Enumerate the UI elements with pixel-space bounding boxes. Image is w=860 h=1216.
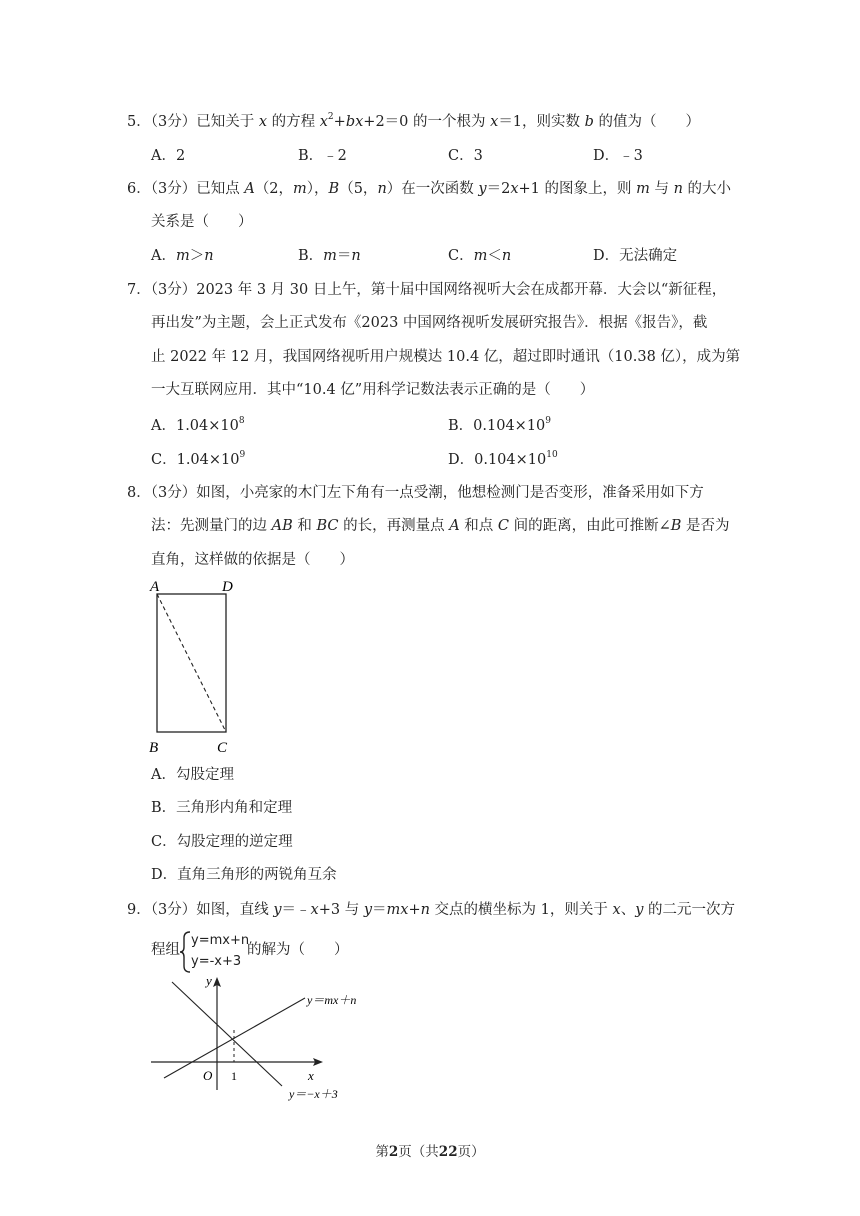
label-d: D: [222, 579, 233, 595]
q6-stem-line2: 关系是（ ）: [151, 214, 253, 230]
q7-stem-line2: 再出发”为主题，会上正式发布《2023 中国网络视听发展研究报告》．根据《报告》，截: [151, 315, 708, 331]
equation-system-line1: y=mx+n: [191, 933, 250, 948]
q7-stem: 7．（3分）2023 年 3 月 30 日上午，第十届中国网络视听大会在成都开幕．大会以“新征程，: [127, 282, 727, 298]
q8-option-c: C．勾股定理的逆定理: [151, 834, 293, 850]
question-number: 5．: [127, 114, 151, 130]
q9-stem: 9．（3分）如图，直线 y＝﹣x+3 与 y＝mx+n 交点的横坐标为 1，则关于 x、y 的二元一次方: [127, 902, 736, 918]
q8-option-b: B．三角形内角和定理: [151, 800, 293, 816]
line-y-neg-x-3: [172, 982, 282, 1086]
q5-option-b: B．﹣2: [298, 148, 347, 164]
label-c: C: [217, 740, 228, 756]
q5-option-c: C．3: [448, 148, 483, 164]
q6-option-d: D．无法确定: [593, 248, 678, 264]
door-figure: [140, 576, 250, 758]
q7-option-c: C．$1.04\times 10^9$: [151, 450, 246, 468]
tick-label-1: 1: [231, 1069, 237, 1083]
question-number: 9．: [127, 902, 151, 918]
q6-option-c: C．m＜n: [448, 248, 512, 264]
q5-option-a: A．2: [151, 148, 186, 164]
q7-option-b: B．$0.104\times 10^9$: [448, 416, 552, 434]
label-b: B: [149, 740, 159, 756]
y-axis-label: y: [206, 973, 212, 988]
q7-option-d: D．$0.104\times 10^{10}$: [448, 450, 558, 468]
q8-stem: 8．（3分）如图，小亮家的木门左下角有一点受潮，他想检测门是否变形，准备采用如下方: [127, 485, 704, 501]
question-number: 7．: [127, 282, 151, 298]
score: （3分）: [150, 114, 197, 130]
line-label-mx-n: y＝mx＋n: [307, 993, 357, 1007]
page-footer: 第2页（共22页）: [375, 1144, 485, 1160]
q8-option-d: D．直角三角形的两锐角互余: [151, 867, 337, 883]
line-label-neg-x-3: y＝−x＋3: [289, 1087, 338, 1101]
q8-option-a: A．勾股定理: [151, 767, 234, 783]
total-pages: 22: [438, 1144, 458, 1160]
q7-stem-line3: 止 2022 年 12 月，我国网络视听用户规模达 10.4 亿，超过即时通讯（10.38 亿），成为第: [151, 349, 741, 365]
question-number: 6．: [127, 181, 151, 197]
score: （3分）: [150, 485, 197, 501]
question-number: 8．: [127, 485, 151, 501]
page-number: 2: [388, 1144, 399, 1160]
function-graph: [145, 970, 375, 1105]
q6-option-b: B．m＝n: [298, 248, 361, 264]
q5-stem: 5．（3分）已知关于 x 的方程 $x^2+bx+2=0$ 的一个根为 x＝1，则实数 b 的值为（ ）: [127, 112, 701, 130]
score: （3分）: [150, 282, 197, 298]
equation-system-line2: y=-x+3: [191, 954, 242, 969]
origin-label: O: [203, 1068, 213, 1083]
score: （3分）: [150, 181, 197, 197]
label-a: A: [150, 579, 160, 595]
diagonal-ac: [157, 594, 226, 732]
q6-stem: 6．（3分）已知点 A（2，m），B（5，n）在一次函数 y＝2x+1 的图象上，则 m 与 n 的大小: [127, 181, 732, 197]
q8-stem-line2: 法：先测量门的边 AB 和 BC 的长，再测量点 A 和点 C 间的距离，由此可推断∠B 是否为: [151, 518, 730, 534]
q7-option-a: A．$1.04\times 10^8$: [151, 416, 245, 434]
q5-option-d: D．﹣3: [593, 148, 643, 164]
q8-stem-line3: 直角，这样做的依据是（ ）: [151, 552, 354, 568]
q7-stem-line4: 一大互联网应用．其中“10.4 亿”用科学记数法表示正确的是（ ）: [151, 382, 595, 398]
score: （3分）: [150, 902, 197, 918]
q6-option-a: A．m＞n: [151, 248, 214, 264]
x-axis-label: x: [308, 1068, 314, 1083]
